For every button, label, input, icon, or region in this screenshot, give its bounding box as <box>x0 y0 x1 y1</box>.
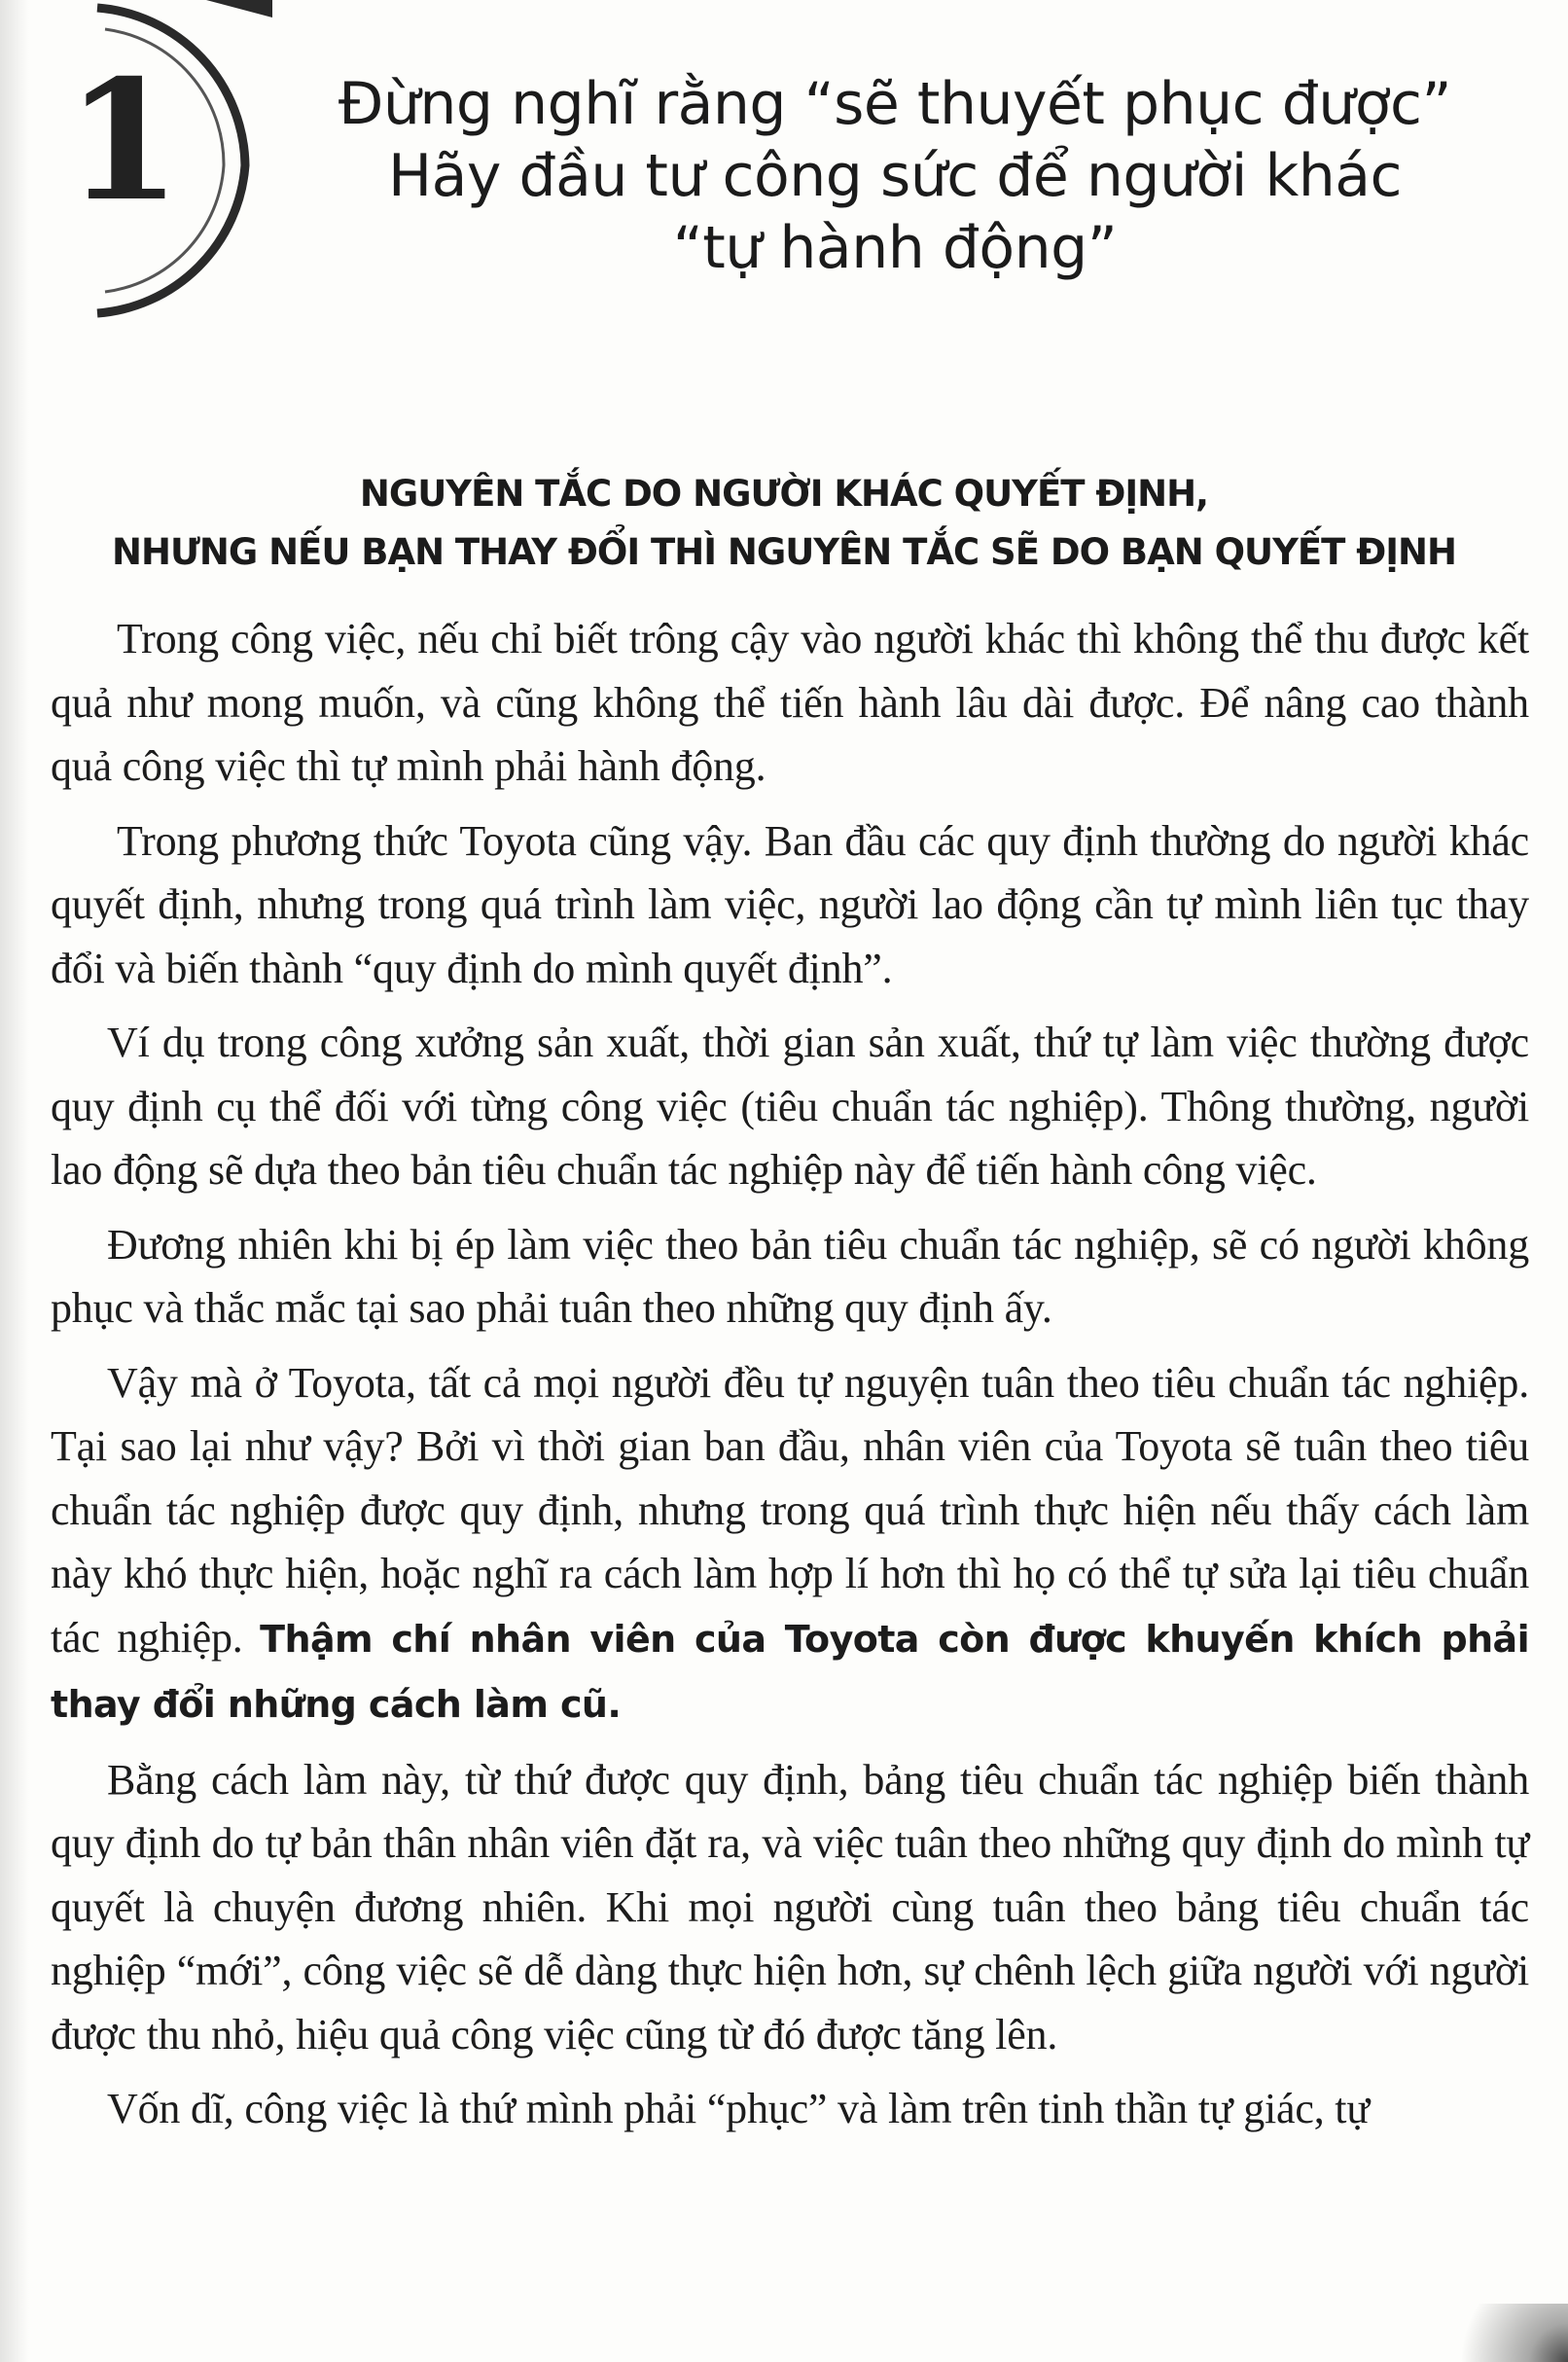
paragraph: Trong phương thức Toyota cũng vậy. Ban đầu các quy định thường do người khác quyết định, nhưng trong quá trình làm việc, người lao động cần tự mình liên tục thay đổi và biến thành “quy định do mình quyết định”. <box>51 816 1529 992</box>
chapter-title-line: “tự hành động” <box>672 214 1118 282</box>
section-heading <box>0 465 1568 582</box>
page-corner-shadow <box>1451 2304 1568 2362</box>
body-text <box>51 607 1529 2152</box>
chapter-title-line: Đừng nghĩ rằng “sẽ thuyết phục được” <box>338 70 1452 138</box>
emphasized-text: Thậm chí nhân viên của Toyota còn được khuyến khích phải thay đổi những cách làm cũ. <box>51 1617 1530 1726</box>
paragraph-text: Vậy mà ở Toyota, tất cả mọi người đều tự nguyện tuân theo tiêu chuẩn tác nghiệp. Tại sao lại như vậy? Bởi vì thời gian ban đầu, nhân viên của Toyota sẽ tuân theo tiêu chuẩn tác nghiệp được quy định, nhưng trong quá trình thực hiện nếu thấy cách làm này khó thực hiện, hoặc nghĩ ra cách làm hợp lí hơn thì họ có thể tự sửa lại tiêu chuẩn tác nghiệp. <box>51 1358 1529 1662</box>
section-heading-line: NGUYÊN TẮC DO NGƯỜI KHÁC QUYẾT ĐỊNH, <box>359 473 1209 515</box>
paragraph: Trong công việc, nếu chỉ biết trông cậy vào người khác thì không thể thu được kết quả như mong muốn, và cũng không thể tiến hành lâu dài được. Để nâng cao thành quả công việc thì tự mình phải hành động. <box>51 615 1529 790</box>
paragraph: Ví dụ trong công xưởng sản xuất, thời gian sản xuất, thứ tự làm việc thường được quy định cụ thể đối với từng công việc (tiêu chuẩn tác nghiệp). Thông thường, người lao động sẽ dựa theo bản tiêu chuẩn tác nghiệp này để tiến hành công việc. <box>51 1019 1529 1194</box>
paragraph: Đương nhiên khi bị ép làm việc theo bản tiêu chuẩn tác nghiệp, sẽ có người không phục và thắc mắc tại sao phải tuân theo những quy định ấy. <box>51 1220 1529 1332</box>
chapter-title <box>321 68 1469 284</box>
page-gutter-shadow <box>0 0 29 2362</box>
paragraph: Bằng cách làm này, từ thứ được quy định, bảng tiêu chuẩn tác nghiệp biến thành quy định do tự bản thân nhân viên đặt ra, và việc tuân theo những quy định do mình tự quyết là chuyện đương nhiên. Khi mọi người cùng tuân theo bảng tiêu chuẩn tác nghiệp “mới”, công việc sẽ dễ dàng thực hiện hơn, sự chênh lệch giữa người với người được thu nhỏ, hiệu quả công việc cũng từ đó được tăng lên. <box>51 1755 1529 2058</box>
section-heading-line: NHƯNG NẾU BẠN THAY ĐỔI THÌ NGUYÊN TẮC SẼ DO BẠN QUYẾT ĐỊNH <box>112 531 1456 573</box>
paragraph: Vốn dĩ, công việc là thứ mình phải “phục” và làm trên tinh thần tự giác, tự <box>107 2085 1370 2132</box>
paragraph <box>51 1351 1529 1737</box>
chapter-badge <box>0 0 272 321</box>
chapter-number: 1 <box>65 44 178 238</box>
chapter-title-line: Hãy đầu tư công sức để người khác <box>388 142 1402 210</box>
